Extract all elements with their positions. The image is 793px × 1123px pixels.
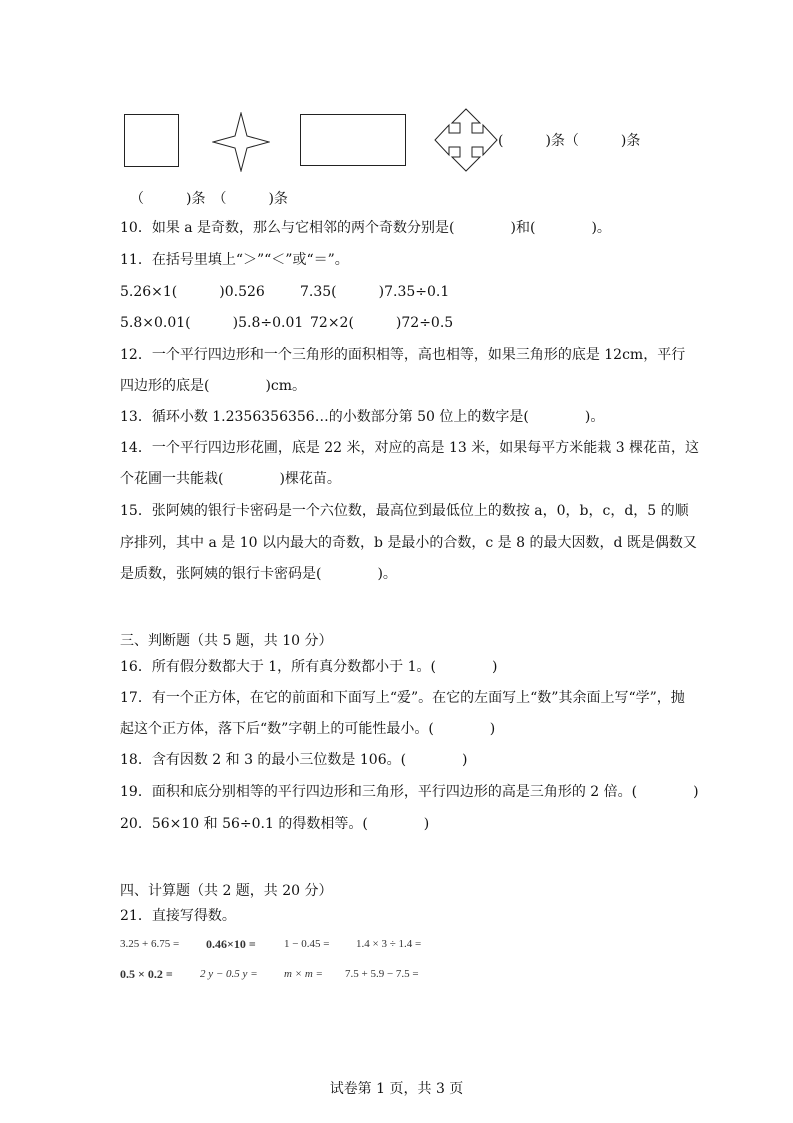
four-way-arrow-shape — [433, 108, 499, 172]
question-17-line2: 起这个正方体，落下后“数”字朝上的可能性最小。( ) — [120, 721, 496, 737]
question-17-line1: 17．有一个正方体，在它的前面和下面写上“爱”。在它的左面写上“数”其余面上写“学”，抛 — [120, 690, 685, 706]
calc-1-4: 1.4 × 3 ÷ 1.4 = — [356, 938, 422, 950]
calc-2-1: 0.5 × 0.2 = — [120, 967, 173, 981]
question-11-row1a: 5.26×1( )0.526 — [120, 284, 265, 300]
question-18: 18．含有因数 2 和 3 的最小三位数是 106。( ) — [120, 752, 468, 768]
calc-1-2: 0.46×10 = — [206, 937, 256, 951]
question-15-line2: 序排列，其中 a 是 10 以内最大的奇数，b 是最小的合数，c 是 8 的最大因数，d 既是偶数又 — [120, 535, 697, 551]
calc-2-3: m × m = — [284, 968, 323, 980]
calc-1-1: 3.25 + 6.75 = — [120, 938, 180, 950]
question-16: 16．所有假分数都大于 1，所有真分数都小于 1。( ) — [120, 659, 498, 675]
question-11-row2a: 5.8×0.01( )5.8÷0.01 — [120, 315, 304, 331]
question-15-line1: 15．张阿姨的银行卡密码是一个六位数，最高位到最低位上的数按 a，0，b，c，d，5 的顺 — [120, 503, 689, 519]
question-11: 11．在括号里填上“＞”“＜”或“＝”。 — [120, 252, 349, 268]
page-footer: 试卷第 1 页，共 3 页 — [329, 1081, 464, 1097]
shape-answer-blanks-1: ( )条（ )条 — [498, 133, 641, 149]
question-11-row1b: 7.35( )7.35÷0.1 — [300, 284, 450, 300]
question-12-line1: 12．一个平行四边形和一个三角形的面积相等，高也相等，如果三角形的底是 12cm，平行 — [120, 347, 686, 363]
calc-1-3: 1 − 0.45 = — [284, 938, 330, 950]
shape-answer-blanks-2: （ )条 （ )条 — [130, 191, 288, 207]
question-13: 13．循环小数 1.2356356356…的小数部分第 50 位上的数字是( )。 — [120, 409, 605, 425]
four-point-star-shape — [212, 112, 270, 172]
question-11-row2b: 72×2( )72÷0.5 — [310, 315, 454, 331]
section-3-heading: 三、判断题（共 5 题，共 10 分） — [120, 633, 333, 649]
question-19: 19．面积和底分别相等的平行四边形和三角形，平行四边形的高是三角形的 2 倍。( ) — [120, 784, 699, 800]
calc-2-4: 7.5 + 5.9 − 7.5 = — [345, 968, 419, 980]
question-12-line2: 四边形的底是( )cm。 — [120, 378, 307, 394]
question-14-line1: 14．一个平行四边形花圃，底是 22 米，对应的高是 13 米，如果每平方米能栽 3 棵花苗，这 — [120, 440, 700, 456]
calc-2-2: 2 y − 0.5 y = — [200, 968, 258, 980]
question-10: 10．如果 a 是奇数，那么与它相邻的两个奇数分别是( )和( )。 — [120, 220, 611, 236]
question-14-line2: 个花圃一共能栽( )棵花苗。 — [120, 471, 341, 487]
question-15-line3: 是质数，张阿姨的银行卡密码是( )。 — [120, 566, 397, 582]
section-4-heading: 四、计算题（共 2 题，共 20 分） — [120, 883, 333, 899]
question-20: 20．56×10 和 56÷0.1 的得数相等。( ) — [120, 816, 430, 832]
question-21: 21．直接写得数。 — [120, 908, 236, 924]
square-shape — [124, 114, 180, 168]
rectangle-shape — [300, 114, 408, 168]
